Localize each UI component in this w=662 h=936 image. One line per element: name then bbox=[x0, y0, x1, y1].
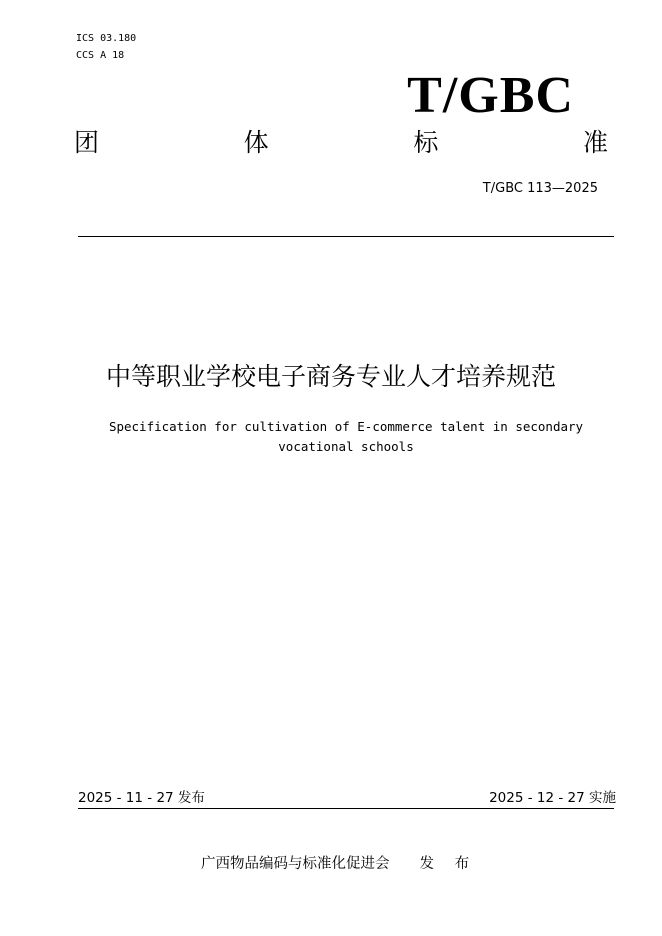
issuer-organization: 广西物品编码与标准化促进会 bbox=[201, 856, 390, 872]
standard-type bbox=[74, 128, 608, 158]
standard-type-char: 体 bbox=[243, 128, 269, 157]
title-chinese: 中等职业学校电子商务专业人才培养规范 bbox=[105, 362, 556, 391]
title-english-line: Specification for cultivation of E-commerce talent in secondary bbox=[108, 419, 584, 434]
standard-type-char: 标 bbox=[413, 128, 439, 157]
ics-code: ICS 03.180 bbox=[76, 33, 137, 44]
ccs-code: CCS A 18 bbox=[76, 50, 125, 61]
standard-number: T/GBC 113—2025 bbox=[482, 181, 598, 196]
top-divider bbox=[78, 236, 614, 237]
bottom-divider bbox=[78, 808, 614, 809]
standard-type-char: 准 bbox=[582, 128, 608, 157]
issuer bbox=[201, 854, 477, 874]
title-english-line: vocational schools bbox=[278, 439, 414, 454]
standard-logo: T/GBC bbox=[407, 67, 574, 124]
issue-date: 2025 - 11 - 27 发布 bbox=[78, 790, 205, 806]
title-english bbox=[70, 417, 622, 457]
issuer-action: 发 布 bbox=[419, 856, 478, 872]
implementation-date: 2025 - 12 - 27 实施 bbox=[489, 790, 616, 806]
standard-type-char: 团 bbox=[74, 128, 100, 157]
